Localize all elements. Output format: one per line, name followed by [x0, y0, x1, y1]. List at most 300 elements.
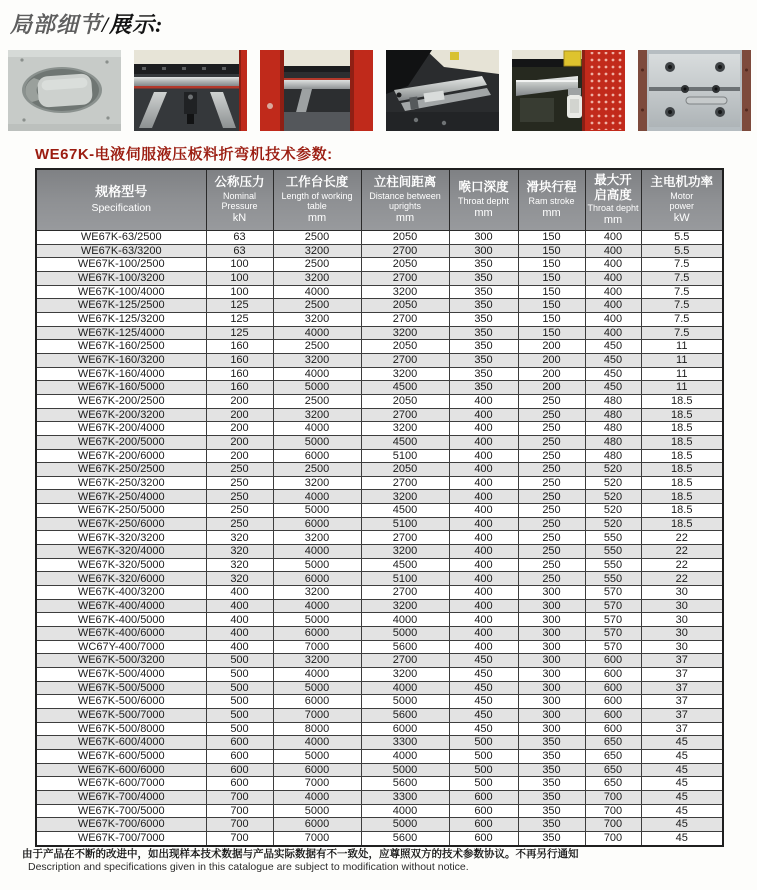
value-cell: 400: [206, 586, 273, 600]
model-cell: WE67K-400/5000: [36, 613, 206, 627]
table-row: [36, 408, 723, 422]
value-cell: 350: [518, 790, 585, 804]
value-cell: 37: [641, 654, 723, 668]
value-cell: 300: [449, 244, 518, 258]
value-cell: 6000: [273, 517, 361, 531]
table-title: WE67K-电液伺服液压板料折弯机技术参数:: [35, 146, 333, 163]
value-cell: 5000: [273, 558, 361, 572]
footer-note-zh: 由于产品在不断的改进中，如出现样本技术数据与产品实际数据有不一致处，应尊照双方的技术参数协议。不再另行通知: [22, 848, 579, 860]
value-cell: 250: [518, 517, 585, 531]
value-cell: 200: [206, 422, 273, 436]
value-cell: 350: [449, 353, 518, 367]
value-cell: 570: [585, 627, 641, 641]
value-cell: 400: [206, 599, 273, 613]
value-cell: 5600: [361, 708, 449, 722]
column-header: 立柱间距离 Distance between uprights mm: [361, 169, 449, 231]
value-cell: 400: [449, 572, 518, 586]
value-cell: 400: [585, 271, 641, 285]
value-cell: 600: [449, 831, 518, 845]
table-row: [36, 558, 723, 572]
table-row: [36, 299, 723, 313]
value-cell: 400: [585, 244, 641, 258]
value-cell: 250: [518, 572, 585, 586]
value-cell: 30: [641, 640, 723, 654]
machine-detail-photo-frame-inner: [260, 50, 373, 131]
value-cell: 450: [585, 340, 641, 354]
table-row: [36, 613, 723, 627]
model-cell: WE67K-400/6000: [36, 627, 206, 641]
value-cell: 3200: [361, 545, 449, 559]
spec-table-body: [36, 231, 723, 846]
value-cell: 500: [449, 749, 518, 763]
machine-detail-photo-backgauge-rail: [386, 50, 499, 131]
value-cell: 22: [641, 558, 723, 572]
value-cell: 8000: [273, 722, 361, 736]
value-cell: 350: [449, 299, 518, 313]
value-cell: 4000: [361, 804, 449, 818]
value-cell: 400: [206, 640, 273, 654]
value-cell: 22: [641, 545, 723, 559]
value-cell: 250: [518, 422, 585, 436]
table-row: [36, 285, 723, 299]
value-cell: 700: [206, 790, 273, 804]
value-cell: 150: [518, 326, 585, 340]
model-cell: WE67K-200/4000: [36, 422, 206, 436]
value-cell: 4000: [273, 736, 361, 750]
value-cell: 5.5: [641, 231, 723, 245]
value-cell: 400: [449, 463, 518, 477]
value-cell: 200: [518, 367, 585, 381]
column-header: 工作台长度 Length of working table mm: [273, 169, 361, 231]
value-cell: 160: [206, 367, 273, 381]
value-cell: 400: [449, 422, 518, 436]
table-row: [36, 367, 723, 381]
value-cell: 400: [449, 599, 518, 613]
value-cell: 3300: [361, 790, 449, 804]
value-cell: 250: [518, 435, 585, 449]
machine-detail-photo-pedal-slot: [8, 50, 121, 131]
value-cell: 480: [585, 449, 641, 463]
value-cell: 2050: [361, 258, 449, 272]
model-cell: WE67K-500/6000: [36, 695, 206, 709]
value-cell: 7000: [273, 640, 361, 654]
table-row: [36, 504, 723, 518]
value-cell: 400: [585, 312, 641, 326]
value-cell: 3200: [361, 668, 449, 682]
table-row: [36, 831, 723, 845]
value-cell: 5100: [361, 449, 449, 463]
model-cell: WE67K-200/2500: [36, 394, 206, 408]
value-cell: 3200: [273, 244, 361, 258]
value-cell: 600: [206, 777, 273, 791]
table-row: [36, 681, 723, 695]
value-cell: 22: [641, 531, 723, 545]
model-cell: WE67K-250/5000: [36, 504, 206, 518]
model-cell: WE67K-320/3200: [36, 531, 206, 545]
machine-detail-photo-backgauge-front: [134, 50, 247, 131]
value-cell: 18.5: [641, 422, 723, 436]
value-cell: 4500: [361, 381, 449, 395]
value-cell: 350: [518, 831, 585, 845]
value-cell: 5000: [273, 681, 361, 695]
value-cell: 2700: [361, 408, 449, 422]
table-row: [36, 244, 723, 258]
value-cell: 45: [641, 763, 723, 777]
value-cell: 5600: [361, 831, 449, 845]
table-row: [36, 422, 723, 436]
value-cell: 300: [518, 668, 585, 682]
value-cell: 300: [449, 231, 518, 245]
value-cell: 5000: [273, 504, 361, 518]
value-cell: 3200: [273, 476, 361, 490]
value-cell: 2500: [273, 258, 361, 272]
value-cell: 250: [206, 490, 273, 504]
value-cell: 2500: [273, 340, 361, 354]
value-cell: 4000: [361, 681, 449, 695]
model-cell: WE67K-100/4000: [36, 285, 206, 299]
value-cell: 600: [585, 654, 641, 668]
column-header: 滑块行程 Ram stroke mm: [518, 169, 585, 231]
table-row: [36, 736, 723, 750]
value-cell: 4000: [273, 367, 361, 381]
value-cell: 520: [585, 517, 641, 531]
value-cell: 300: [518, 695, 585, 709]
value-cell: 2700: [361, 244, 449, 258]
model-cell: WE67K-200/6000: [36, 449, 206, 463]
machine-detail-photo-clamp-block: [638, 50, 751, 131]
value-cell: 5100: [361, 572, 449, 586]
model-cell: WE67K-700/6000: [36, 818, 206, 832]
value-cell: 5000: [273, 804, 361, 818]
value-cell: 150: [518, 285, 585, 299]
value-cell: 150: [518, 244, 585, 258]
value-cell: 250: [518, 476, 585, 490]
value-cell: 30: [641, 627, 723, 641]
value-cell: 2500: [273, 463, 361, 477]
model-cell: WE67K-400/3200: [36, 586, 206, 600]
value-cell: 400: [449, 394, 518, 408]
table-row: [36, 435, 723, 449]
value-cell: 5600: [361, 777, 449, 791]
table-row: [36, 463, 723, 477]
backgauge-rail-image: [386, 50, 499, 131]
table-row: [36, 640, 723, 654]
footer-note: [22, 848, 742, 874]
value-cell: 300: [518, 654, 585, 668]
model-cell: WE67K-63/2500: [36, 231, 206, 245]
value-cell: 500: [206, 722, 273, 736]
value-cell: 450: [449, 668, 518, 682]
model-cell: WE67K-700/4000: [36, 790, 206, 804]
value-cell: 7.5: [641, 312, 723, 326]
value-cell: 18.5: [641, 490, 723, 504]
value-cell: 500: [206, 695, 273, 709]
value-cell: 2700: [361, 312, 449, 326]
value-cell: 570: [585, 640, 641, 654]
table-row: [36, 271, 723, 285]
value-cell: 3200: [273, 271, 361, 285]
section-title-suffix: /展示:: [102, 12, 164, 37]
value-cell: 520: [585, 504, 641, 518]
value-cell: 250: [518, 558, 585, 572]
value-cell: 450: [449, 681, 518, 695]
value-cell: 450: [585, 353, 641, 367]
value-cell: 500: [206, 668, 273, 682]
value-cell: 250: [518, 449, 585, 463]
value-cell: 700: [585, 804, 641, 818]
value-cell: 350: [449, 340, 518, 354]
value-cell: 4000: [273, 326, 361, 340]
model-cell: WE67K-200/5000: [36, 435, 206, 449]
model-cell: WE67K-125/3200: [36, 312, 206, 326]
column-header: 喉口深度 Throat depht mm: [449, 169, 518, 231]
value-cell: 200: [206, 449, 273, 463]
value-cell: 5000: [361, 695, 449, 709]
clamp-block-image: [638, 50, 751, 131]
value-cell: 400: [449, 504, 518, 518]
value-cell: 4000: [273, 668, 361, 682]
value-cell: 4500: [361, 504, 449, 518]
value-cell: 18.5: [641, 394, 723, 408]
value-cell: 650: [585, 749, 641, 763]
spec-table: [35, 168, 724, 847]
frame-inner-image: [260, 50, 373, 131]
value-cell: 480: [585, 422, 641, 436]
value-cell: 650: [585, 763, 641, 777]
value-cell: 400: [585, 285, 641, 299]
value-cell: 600: [449, 804, 518, 818]
value-cell: 570: [585, 613, 641, 627]
value-cell: 63: [206, 231, 273, 245]
machine-detail-photo-lubricator: [512, 50, 625, 131]
table-row: [36, 258, 723, 272]
value-cell: 600: [449, 818, 518, 832]
value-cell: 3200: [361, 285, 449, 299]
value-cell: 700: [585, 790, 641, 804]
value-cell: 11: [641, 367, 723, 381]
value-cell: 18.5: [641, 435, 723, 449]
value-cell: 11: [641, 353, 723, 367]
value-cell: 500: [206, 681, 273, 695]
value-cell: 7000: [273, 708, 361, 722]
value-cell: 350: [449, 367, 518, 381]
value-cell: 150: [518, 271, 585, 285]
value-cell: 2700: [361, 586, 449, 600]
value-cell: 320: [206, 531, 273, 545]
value-cell: 250: [518, 408, 585, 422]
value-cell: 5000: [273, 613, 361, 627]
value-cell: 400: [585, 299, 641, 313]
value-cell: 4500: [361, 558, 449, 572]
model-cell: WE67K-250/6000: [36, 517, 206, 531]
value-cell: 3200: [361, 490, 449, 504]
value-cell: 550: [585, 572, 641, 586]
value-cell: 650: [585, 736, 641, 750]
model-cell: WE67K-160/3200: [36, 353, 206, 367]
value-cell: 350: [518, 804, 585, 818]
value-cell: 45: [641, 804, 723, 818]
value-cell: 450: [449, 695, 518, 709]
table-row: [36, 777, 723, 791]
value-cell: 600: [585, 681, 641, 695]
value-cell: 320: [206, 558, 273, 572]
value-cell: 550: [585, 558, 641, 572]
value-cell: 150: [518, 231, 585, 245]
value-cell: 300: [518, 722, 585, 736]
value-cell: 400: [206, 627, 273, 641]
value-cell: 4000: [361, 749, 449, 763]
table-row: [36, 340, 723, 354]
model-cell: WE67K-500/7000: [36, 708, 206, 722]
value-cell: 4000: [273, 490, 361, 504]
table-row: [36, 231, 723, 245]
model-cell: WE67K-600/7000: [36, 777, 206, 791]
value-cell: 2700: [361, 476, 449, 490]
value-cell: 125: [206, 312, 273, 326]
value-cell: 2050: [361, 231, 449, 245]
column-header: 规格型号 Specification: [36, 169, 206, 231]
table-row: [36, 545, 723, 559]
value-cell: 63: [206, 244, 273, 258]
model-cell: WE67K-250/4000: [36, 490, 206, 504]
value-cell: 6000: [273, 818, 361, 832]
value-cell: 250: [206, 504, 273, 518]
value-cell: 37: [641, 681, 723, 695]
value-cell: 30: [641, 613, 723, 627]
value-cell: 520: [585, 490, 641, 504]
value-cell: 320: [206, 545, 273, 559]
table-row: [36, 312, 723, 326]
value-cell: 3200: [273, 531, 361, 545]
model-cell: WE67K-600/5000: [36, 749, 206, 763]
value-cell: 5.5: [641, 244, 723, 258]
value-cell: 350: [518, 749, 585, 763]
value-cell: 350: [449, 381, 518, 395]
value-cell: 6000: [273, 763, 361, 777]
value-cell: 350: [449, 312, 518, 326]
value-cell: 150: [518, 312, 585, 326]
value-cell: 400: [449, 586, 518, 600]
value-cell: 2700: [361, 531, 449, 545]
value-cell: 400: [449, 490, 518, 504]
value-cell: 500: [206, 708, 273, 722]
value-cell: 160: [206, 381, 273, 395]
value-cell: 350: [449, 271, 518, 285]
value-cell: 125: [206, 299, 273, 313]
value-cell: 550: [585, 545, 641, 559]
value-cell: 350: [449, 285, 518, 299]
value-cell: 700: [206, 804, 273, 818]
model-cell: WE67K-700/7000: [36, 831, 206, 845]
model-cell: WE67K-500/5000: [36, 681, 206, 695]
table-row: [36, 381, 723, 395]
value-cell: 4000: [361, 613, 449, 627]
value-cell: 200: [206, 408, 273, 422]
value-cell: 400: [206, 613, 273, 627]
value-cell: 7.5: [641, 285, 723, 299]
model-cell: WE67K-500/8000: [36, 722, 206, 736]
model-cell: WE67K-200/3200: [36, 408, 206, 422]
value-cell: 520: [585, 476, 641, 490]
column-header: 公称压力 Nominal Pressure kN: [206, 169, 273, 231]
model-cell: WE67K-320/4000: [36, 545, 206, 559]
table-row: [36, 517, 723, 531]
model-cell: WE67K-160/4000: [36, 367, 206, 381]
model-cell: WE67K-250/2500: [36, 463, 206, 477]
table-row: [36, 586, 723, 600]
value-cell: 5000: [273, 435, 361, 449]
value-cell: 500: [449, 736, 518, 750]
value-cell: 3200: [273, 586, 361, 600]
value-cell: 200: [206, 394, 273, 408]
value-cell: 250: [518, 394, 585, 408]
value-cell: 480: [585, 435, 641, 449]
value-cell: 6000: [361, 722, 449, 736]
value-cell: 4000: [273, 790, 361, 804]
value-cell: 400: [449, 640, 518, 654]
value-cell: 2050: [361, 463, 449, 477]
lubricator-image: [512, 50, 625, 131]
table-row: [36, 749, 723, 763]
value-cell: 2050: [361, 299, 449, 313]
value-cell: 18.5: [641, 463, 723, 477]
value-cell: 3200: [361, 326, 449, 340]
value-cell: 45: [641, 831, 723, 845]
model-cell: WE67K-320/6000: [36, 572, 206, 586]
table-row: [36, 531, 723, 545]
value-cell: 7.5: [641, 258, 723, 272]
value-cell: 300: [518, 586, 585, 600]
model-cell: WE67K-400/4000: [36, 599, 206, 613]
value-cell: 600: [585, 722, 641, 736]
value-cell: 400: [449, 449, 518, 463]
value-cell: 6000: [273, 695, 361, 709]
detail-photos-row: [8, 50, 751, 131]
value-cell: 2500: [273, 299, 361, 313]
value-cell: 250: [206, 463, 273, 477]
value-cell: 4000: [273, 422, 361, 436]
value-cell: 2050: [361, 394, 449, 408]
table-row: [36, 668, 723, 682]
value-cell: 300: [518, 599, 585, 613]
value-cell: 500: [449, 777, 518, 791]
table-row: [36, 804, 723, 818]
table-row: [36, 326, 723, 340]
table-row: [36, 627, 723, 641]
value-cell: 700: [585, 831, 641, 845]
table-row: [36, 818, 723, 832]
value-cell: 400: [449, 517, 518, 531]
value-cell: 450: [449, 722, 518, 736]
value-cell: 300: [518, 708, 585, 722]
value-cell: 400: [585, 231, 641, 245]
value-cell: 480: [585, 408, 641, 422]
value-cell: 480: [585, 394, 641, 408]
table-row: [36, 476, 723, 490]
table-row: [36, 708, 723, 722]
value-cell: 250: [206, 517, 273, 531]
value-cell: 350: [518, 777, 585, 791]
value-cell: 700: [206, 831, 273, 845]
model-cell: WC67Y-400/7000: [36, 640, 206, 654]
value-cell: 4000: [273, 599, 361, 613]
value-cell: 100: [206, 271, 273, 285]
table-row: [36, 449, 723, 463]
value-cell: 11: [641, 340, 723, 354]
value-cell: 320: [206, 572, 273, 586]
value-cell: 4500: [361, 435, 449, 449]
value-cell: 570: [585, 586, 641, 600]
